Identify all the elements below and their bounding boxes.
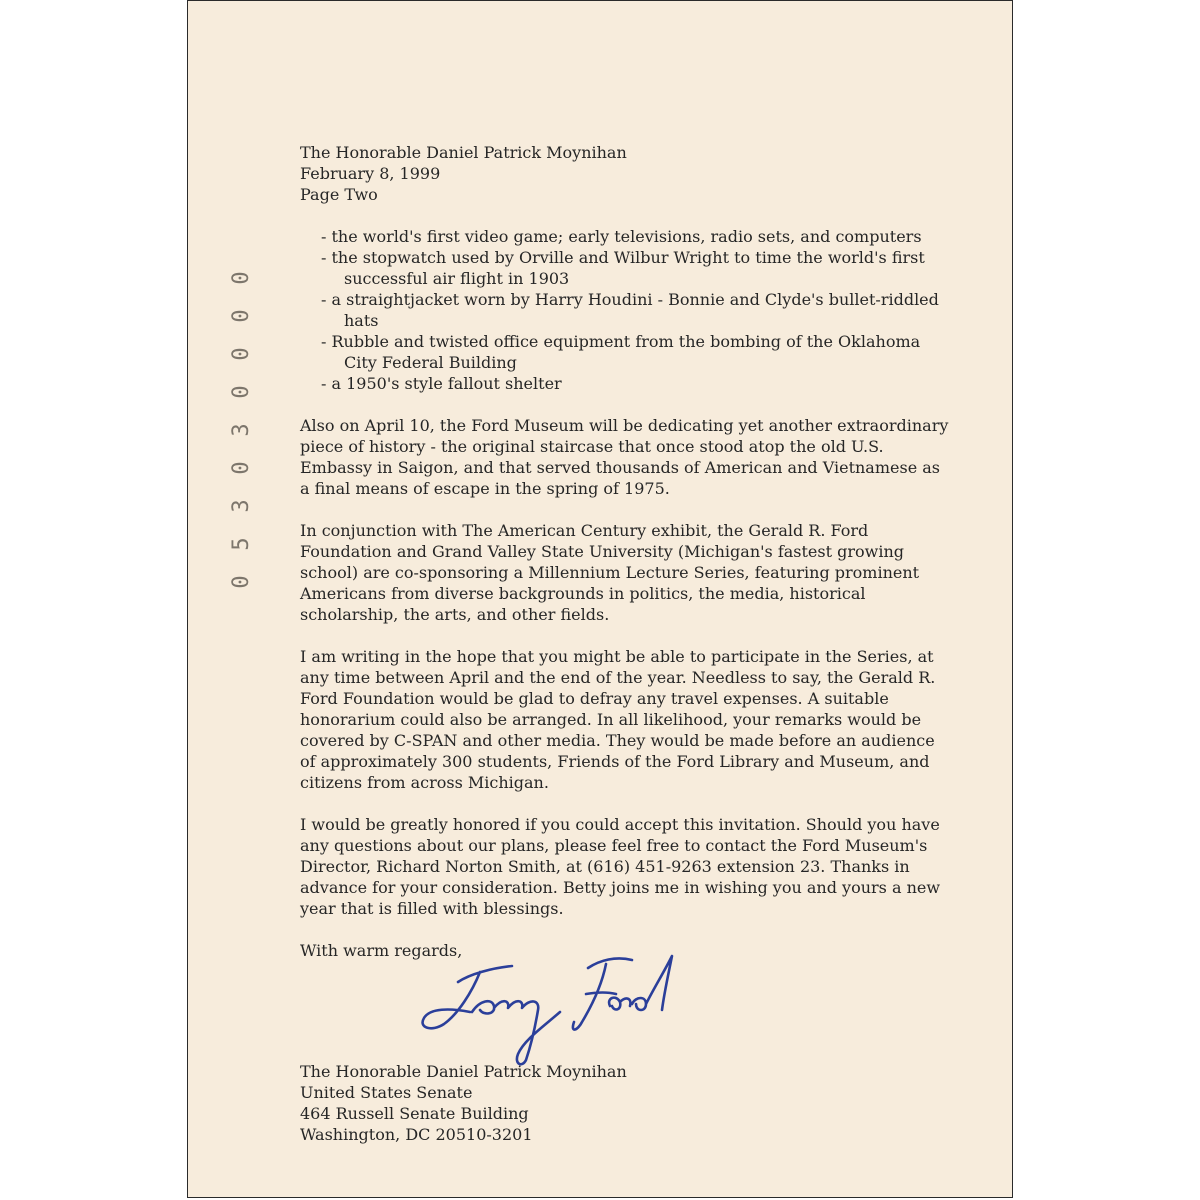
address-line: Washington, DC 20510-3201 xyxy=(300,1125,533,1144)
paragraph-line: of approximately 300 students, Friends of the Ford Library and Museum, and xyxy=(300,752,930,771)
paragraph-line: Americans from diverse backgrounds in politics, the media, historical xyxy=(300,584,866,603)
paragraph-line: a final means of escape in the spring of 1975. xyxy=(300,479,670,498)
address-line: 464 Russell Senate Building xyxy=(300,1104,529,1123)
paragraph-line: Ford Foundation would be glad to defray any travel expenses. A suitable xyxy=(300,689,889,708)
paragraph-line: I am writing in the hope that you might be able to participate in the Series, at xyxy=(300,647,934,666)
control-number-digit: 0 xyxy=(229,347,254,361)
control-number-digit: 5 xyxy=(229,537,254,551)
control-number-digit: 0 xyxy=(229,309,254,323)
handwritten-signature xyxy=(410,942,690,1072)
paragraph-line: any time between April and the end of the year. Needless to say, the Gerald R. xyxy=(300,668,936,687)
control-number-stamp-graphic xyxy=(228,271,254,778)
control-number-digit: 0 xyxy=(229,575,254,589)
control-number-digit: 0 xyxy=(229,271,254,285)
paragraph-staircase xyxy=(300,415,960,499)
list-item xyxy=(321,373,960,394)
control-number-digit: 0 xyxy=(229,385,254,399)
paragraph-line: Also on April 10, the Ford Museum will be dedicating yet another extraordinary xyxy=(300,416,949,435)
list-item-line: - the world's first video game; early televisions, radio sets, and computers xyxy=(321,227,922,246)
paragraph-line: piece of history - the original staircase that once stood atop the old U.S. xyxy=(300,437,884,456)
signature-text: Jerry Ford xyxy=(410,942,415,943)
list-item-line: - Rubble and twisted office equipment from the bombing of the Oklahoma xyxy=(321,332,921,351)
address-line: The Honorable Daniel Patrick Moynihan xyxy=(300,1062,627,1081)
paragraph-line: year that is filled with blessings. xyxy=(300,899,564,918)
paragraph-line: Director, Richard Norton Smith, at (616) 451-9263 extension 23. Thanks in xyxy=(300,857,910,876)
paragraph-invitation xyxy=(300,646,960,793)
list-item xyxy=(321,247,960,289)
signature-graphic xyxy=(410,942,690,1072)
paragraph-line: Embassy in Saigon, and that served thousands of American and Vietnamese as xyxy=(300,458,940,477)
address-line: United States Senate xyxy=(300,1083,473,1102)
paragraph-line: school) are co-sponsoring a Millennium Lecture Series, featuring prominent xyxy=(300,563,920,582)
paragraph-line: In conjunction with The American Century exhibit, the Gerald R. Ford xyxy=(300,521,869,540)
list-item-line: - a straightjacket worn by Harry Houdini - Bonnie and Clyde's bullet-riddled xyxy=(321,290,939,309)
control-number-stamp xyxy=(228,271,254,778)
control-number-digit: 3 xyxy=(229,423,254,437)
paragraph-lecture-series xyxy=(300,520,960,625)
list-item-line: - a 1950's style fallout shelter xyxy=(321,374,562,393)
paragraph-line: scholarship, the arts, and other fields. xyxy=(300,605,610,624)
control-number-digit: 0 xyxy=(229,461,254,475)
paragraph-line: citizens from across Michigan. xyxy=(300,773,549,792)
header-recipient: The Honorable Daniel Patrick Moynihan xyxy=(300,143,627,162)
header-date: February 8, 1999 xyxy=(300,164,441,183)
paragraph-honored xyxy=(300,814,960,919)
list-item-line: - the stopwatch used by Orville and Wilbur Wright to time the world's first xyxy=(321,248,925,267)
paragraph-line: Foundation and Grand Valley State University (Michigan's fastest growing xyxy=(300,542,904,561)
list-item xyxy=(321,289,960,331)
list-item-continuation: hats xyxy=(344,311,379,330)
closing-text: With warm regards, xyxy=(300,941,463,960)
list-item-continuation: City Federal Building xyxy=(344,353,517,372)
paragraph-line: I would be greatly honored if you could accept this invitation. Should you have xyxy=(300,815,940,834)
paragraph-line: honorarium could also be arranged. In all likelihood, your remarks would be xyxy=(300,710,922,729)
paragraph-line: any questions about our plans, please feel free to contact the Ford Museum's xyxy=(300,836,928,855)
list-item-continuation: successful air flight in 1903 xyxy=(344,269,570,288)
header-page: Page Two xyxy=(300,185,378,204)
letter-header xyxy=(300,142,960,205)
artifact-list xyxy=(300,226,960,394)
recipient-address-block xyxy=(300,1061,627,1145)
list-item xyxy=(321,331,960,373)
paragraph-line: advance for your consideration. Betty joins me in wishing you and yours a new xyxy=(300,878,941,897)
letter-body xyxy=(300,142,960,961)
paragraph-line: covered by C-SPAN and other media. They would be made before an audience xyxy=(300,731,935,750)
list-item xyxy=(321,226,960,247)
control-number-digit: 3 xyxy=(229,499,254,513)
